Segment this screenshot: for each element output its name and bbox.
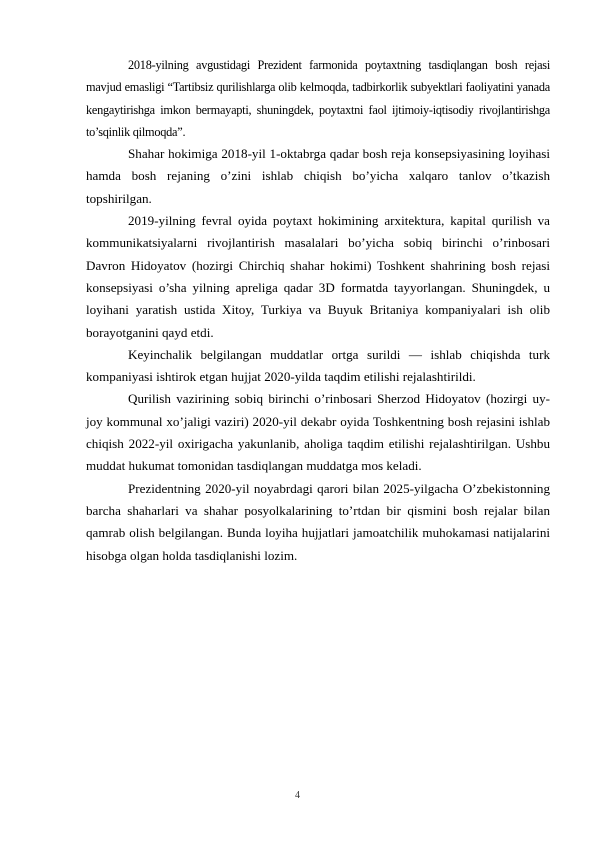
page-number: 4 (295, 790, 300, 801)
paragraph-5: Qurilish vazirining sobiq birinchi o’rinbosari Sherzod Hidoyatov (hozirgi uy-joy kommunal xo’jaligi vaziri) 2020-yil dekabr oyida Toshkentning bosh rejasini ishlab chiqish 2022-yil oxirigacha yakunlanib, aholiga taqdim etilishi rejalashtirilgan. Ushbu muddat hukumat tomonidan tasdiqlangan muddatga mos keladi. (86, 391, 550, 474)
paragraph-2: Shahar hokimiga 2018-yil 1-oktabrga qadar bosh reja konsepsiyasining loyihasi hamda bosh rejaning o’zini ishlab chiqish bo’yicha xalqaro tanlov o’tkazish topshirilgan. (86, 146, 550, 206)
paragraph-3: 2019-yilning fevral oyida poytaxt hokimining arxitektura, kapital qurilish va kommunikatsiyalarni rivojlantirish masalalari bo’yicha sobiq birinchi o’rinbosari Davron Hidoyatov (hozirgi Chirchiq shahar hokimi) Toshkent shahrining bosh rejasi konsepsiyasi o’sha yilning apreliga qadar 3D formatda tayyorlangan. Shuningdek, u loyihani yaratish ustida Xitoy, Turkiya va Buyuk Britaniya kompaniyalari ish olib borayotganini qayd etdi. (86, 213, 550, 340)
paragraph-4: Keyinchalik belgilangan muddatlar ortga surildi — ishlab chiqishda turk kompaniyasi ishtirok etgan hujjat 2020-yilda taqdim etilishi rejalashtirildi. (86, 346, 550, 385)
paragraph-6: Prezidentning 2020-yil noyabrdagi qarori bilan 2025-yilgacha O’zbekistonning barcha shaharlari va shahar posyolkalarining to’rtdan bir qismini bosh rejalar bilan qamrab olish belgilangan. Bunda loyiha hujjatlari jamoatchilik muhokamasi natijalarini hisobga olgan holda tasdiqlanishi lozim. (86, 480, 550, 563)
body-text (86, 54, 550, 567)
paragraph-1: 2018-yilning avgustidagi Prezident farmonida poytaxtning tasdiqlangan bosh rejasi mavjud emasligi “Tartibsiz qurilishlarga olib kelmoqda, tadbirkorlik subyektlari faoliyatini yanada kengaytirishga imkon bermayapti, shuningdek, poytaxtni faol ijtimoiy-iqtisodiy rivojlantirishga to’sqinlik qilmoqda”. (86, 58, 550, 139)
